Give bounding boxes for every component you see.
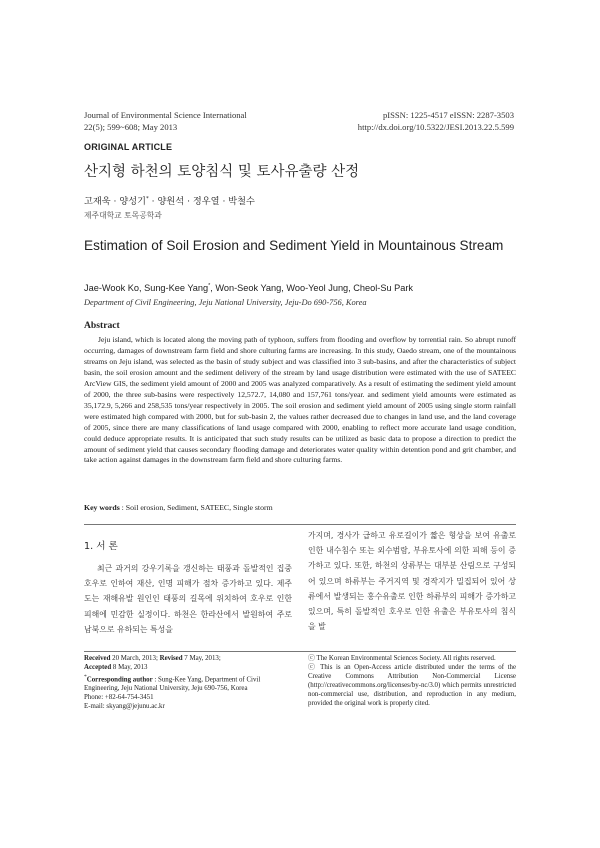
received-label: Received <box>84 655 111 662</box>
keywords <box>84 503 516 512</box>
english-affiliation: Department of Civil Engineering, Jeju National University, Jeju-Do 690-756, Korea <box>84 298 367 307</box>
keywords-label: Key words <box>84 503 120 512</box>
doi-link[interactable]: http://dx.doi.org/10.5322/JESI.2013.22.5.599 <box>357 121 514 132</box>
corresponding-mark-en: * <box>208 283 211 289</box>
revised-label: Revised <box>159 655 183 662</box>
issn: pISSN: 1225-4517 eISSN: 2287-3503 <box>382 110 514 120</box>
email[interactable]: E-mail: skyang@jejunu.ac.kr <box>84 702 165 710</box>
copyright-line: ⓒ The Korean Environmental Sciences Society. All rights reserved. <box>308 655 496 662</box>
english-authors-first: Jae-Wook Ko, Sung-Kee Yang <box>84 283 209 294</box>
journal-header <box>84 110 247 133</box>
corresponding-author-label: Corresponding author <box>86 676 153 684</box>
footnote-divider <box>84 651 516 652</box>
journal-name: Journal of Environmental Science International <box>84 110 247 120</box>
corresponding-mark-footnote: * <box>84 673 87 680</box>
phone: Phone: +82-64-754-3451 <box>84 693 154 701</box>
corresponding-mark: * <box>146 195 149 202</box>
copyright-footnote <box>308 655 516 708</box>
abstract-heading: Abstract <box>84 320 120 331</box>
corresponding-author-text: : Sung-Kee Yang, Department of Civil Engineering, Jeju National University, Jeju 690-756, Korea <box>84 676 261 693</box>
english-title: Estimation of Soil Erosion and Sediment Yield in Mountainous Stream <box>84 238 504 253</box>
received-date: 20 March, 2013; <box>110 655 160 662</box>
accepted-line <box>84 664 292 673</box>
intro-left-column: 최근 과거의 강우기록을 갱신하는 태풍과 돌발적인 집중호우로 인하여 재산, 인명 피해가 점차 증가하고 있다. 제주도는 재해유발 원인인 태풍의 길목에 위치하여 호우로 인한 피해에 민감한 실정이다. 하천은 한라산에서 발원하여 주로 남북으로 유하되는 특성을 <box>84 564 292 634</box>
korean-title: 산지형 하천의 토양침식 및 토사유출량 산정 <box>84 164 360 180</box>
korean-authors-first: 고재욱 · 양성기 <box>84 196 147 207</box>
section-heading-introduction: 1. 서 론 <box>84 541 118 552</box>
accepted-label: Accepted <box>84 663 112 671</box>
article-history-footnote <box>84 655 292 712</box>
received-line <box>84 655 292 664</box>
intro-right-column: 가지며, 경사가 급하고 유로길이가 짧은 형상을 보여 유출로 인한 내수침수 또는 외수범람, 부유토사에 의한 피해 등이 증가하고 있다. 또한, 하천의 상류부는 대부분 산림으로 구성되어 있으며 하류부는 주거지역 및 경작지가 밀집되어 있어 상류에서 발생되는 홍수유출로 인한 하류부의 피해가 증가하고 있으며, 특히 돌발적인 호우로 인한 유출은 부유토사의 침식을 발 <box>308 531 516 632</box>
corresponding-author-line <box>84 673 292 694</box>
korean-authors <box>84 193 255 207</box>
keywords-text: : Soil erosion, Sediment, SATEEC, Single storm <box>119 503 273 512</box>
english-authors <box>84 283 413 293</box>
korean-authors-rest: · 양원석 · 정우열 · 박철수 <box>148 196 255 207</box>
revised-date: 7 May, 2013; <box>182 655 221 662</box>
article-type: ORIGINAL ARTICLE <box>84 142 173 152</box>
abstract-text: Jeju island, which is located along the moving path of typhoon, suffers from flooding and overflow by torrential rain. So abrupt runoff occurring, damages of downstream farm field and shore culturing farms are increasing. In this study, Oaedo stream, one of the mountainous streams on Jeju island, was selected as the basin of study subject and was classified into 3 sub-basins, and after the characteristics of subject basin, the soil erosion amount and the sediment delivery of the stream by land usage distribution were estimated with the use of SATEEC ArcView GIS, the sediment yield amount of 2000 and 2005 was analyzed comparatively. As a result of estimating the sediment yield amount of 2000, the three sub-basins were respectively 12,572.7, 14,080 and 157,761 tons/year. and sediment yield amounts were estimated as 35,172.9, 5,266 and 258,535 tons/year respectively in 2005. The soil erosion and sediment yield amount of 2005 using single storm rainfall were estimated high compared with 2000, but for sub-basin 2, the values rather decreased due to changes in land use, and the land coverage of 2005, since there are many classifications of land usage compared with 2000, enabling to reflect more accurate land usage condition, could deduce appropriate results. It is anticipated that such study results can be utilized as basic data to propose a direction to predict the amount of sediment yield that causes secondary flooding damage and deteriorates water quality within detention pond and grit chamber, and take action against damages in the downstream farm field and shore culturing farms. <box>84 335 516 465</box>
license-text: ⓒ This is an Open-Access article distributed under the terms of the Creative Commons Attribution Non-Commercial License (http://creativecommons.org/licenses/by-nc/3.0) which permits unrestricted non-commercial use, distribution, and reproduction in any medium, provided the original work is properly cited. <box>308 663 516 707</box>
english-authors-rest: , Won-Seok Yang, Woo-Yeol Jung, Cheol-Su Park <box>210 283 414 294</box>
accepted-date: 8 May, 2013 <box>111 663 148 671</box>
keywords-divider <box>84 524 516 525</box>
journal-volume: 22(5); 599~608; May 2013 <box>84 121 178 132</box>
korean-affiliation: 제주대학교 토목공학과 <box>84 211 162 220</box>
journal-identifiers <box>358 110 514 133</box>
